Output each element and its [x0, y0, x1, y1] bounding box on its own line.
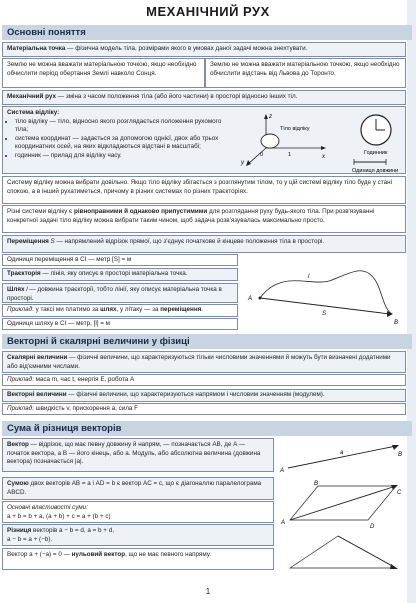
sum-def: двох векторів AB = a і AD = b є вектор AC = c, що є діагоналлю паралелограма ABCD.	[7, 480, 262, 496]
path-example-pre: : у таксі ми платимо за	[32, 306, 101, 313]
displacement-box	[2, 235, 406, 253]
traj-label-a: A	[248, 296, 253, 302]
displacement-def: — напрямлений відрізок прямої, що з'єднує початкове й кінцеве положення тіла в просторі.	[54, 238, 325, 245]
scalar-example-text: : маса m, час t, енергія E, робота A	[32, 376, 135, 383]
vector-def-box	[2, 438, 274, 472]
origin-label: 0	[260, 152, 264, 158]
zero-pre: Вектор a + (−a) = 0 —	[7, 551, 72, 558]
section-basic-header: Основні поняття	[2, 25, 412, 40]
sum-term: Сумою	[7, 480, 29, 487]
frame-item: • годинник — прилад для відліку часу.	[15, 152, 235, 161]
frame-item: • тіло відліку — тіло, відносно якого розглядається положення рухомого тіла;	[15, 118, 235, 135]
vector-ab-arrow	[392, 445, 399, 450]
equivalence-bold: рівноправними й однаково припустимими	[74, 208, 208, 215]
path-example-mid: , у літаку — за	[116, 306, 161, 313]
point-a	[259, 297, 262, 300]
difference-def: векторів a − b = d, a = b + d,	[31, 527, 114, 534]
path-example-bold2: переміщення	[160, 306, 202, 313]
traj-label-b: B	[394, 320, 399, 326]
displacement-arrow	[387, 311, 393, 317]
vector-quantity-term: Векторні величини	[7, 391, 67, 398]
path-term: Шлях	[7, 286, 25, 293]
difference-arrow	[390, 564, 398, 569]
trajectory-def: — лінія, яку описує в просторі матеріальна точка.	[40, 270, 188, 277]
axis-y-label: y	[241, 160, 244, 166]
difference-box	[2, 524, 274, 546]
label-unit-length: Одиниця довжини	[352, 168, 399, 174]
vector-def: — відрізок, що має певну довжину й напрям, — позначається AB, де A — початок вектора, а B — його кінець, або a. Модуль, або абсолютна величина (довжина вектора) позначається |a|.	[7, 441, 261, 466]
earth-example-2: Землю не можна вважати матеріальною точкою, якщо необхідно обчислити відстань від Львова до Торонто.	[205, 58, 406, 88]
axis-z-label: z	[269, 114, 272, 120]
path-example-label: Приклад	[7, 306, 33, 313]
z-arrow	[264, 114, 268, 119]
scalar-example	[2, 374, 406, 386]
path-example	[2, 304, 238, 317]
material-point-term: Матеріальна точка	[7, 45, 66, 52]
vector-term: Вектор	[7, 441, 29, 448]
trajectory-curve	[260, 271, 392, 314]
frame-list	[7, 118, 235, 161]
par-label-a: A	[281, 520, 286, 526]
label-clock: Годинник	[364, 150, 388, 156]
frame-term: Система відліку:	[7, 109, 60, 116]
sum-props-label: Основні властивості суми:	[7, 504, 88, 511]
path-example-bold1: шлях	[100, 306, 117, 313]
par-label-b: B	[314, 481, 319, 487]
scalar-term: Скалярні величини	[7, 354, 68, 361]
equivalence-pre: Різні системи відліку є	[7, 208, 75, 215]
par-label-d: D	[370, 524, 375, 530]
axis-x-label: x	[322, 154, 325, 160]
vector-example-text: : швидкість v, прискорення a, сила F	[32, 405, 139, 412]
path-def: — довжина траєкторії, тобто лінії, яку описує матеріальна точка в просторі.	[7, 286, 222, 302]
path-box	[2, 283, 238, 303]
diagonal-ac	[290, 486, 396, 520]
x-arrow	[321, 146, 326, 150]
page-title: МЕХАНІЧНИЙ РУХ	[146, 4, 270, 19]
path-symbol: l	[26, 286, 28, 293]
vector-example-label: Приклад	[7, 405, 33, 412]
motion-term: Механічний рух	[7, 93, 57, 100]
parallelogram-diagram	[278, 478, 406, 576]
section-vectors-header: Векторні й скалярні величини у фізиці	[2, 334, 412, 349]
unit-mark-label: 1	[288, 152, 292, 158]
vector-example	[2, 403, 406, 415]
y-arrow	[246, 160, 251, 166]
reference-body-shape	[261, 134, 279, 148]
par-label-c: C	[397, 490, 402, 496]
trajectory-box	[2, 268, 238, 281]
displacement-unit: Одиниця переміщення в СІ — метр [S] = м	[2, 254, 238, 266]
traj-label-s: S	[322, 311, 327, 317]
path-example-end: .	[201, 306, 204, 313]
frame-item: • система координат — задається за допомогою однієї, двох або трьох координатних осей, на яких відкладаються відстані в масштабі;	[15, 135, 235, 152]
trajectory-term: Траєкторія	[7, 270, 41, 277]
path-unit: Одиниця шляху в СІ — метр, [l] = м	[2, 318, 238, 330]
page-number: 1	[205, 587, 211, 596]
zero-term: нульовий вектор	[71, 551, 126, 558]
y-axis	[248, 148, 266, 164]
material-point-box	[2, 42, 406, 57]
relative-text: Систему відліку можна вибрати довільно. Якщо тіло відліку збігається з розглянутим тілом, то у цій системі відліку тіло буде у стані спокою, а в інший рухатиметься, причому в різних системах по різних траєкторіях.	[2, 176, 406, 204]
difference-triangle	[290, 536, 396, 568]
earth-example-1: Землю не можна вважати матеріальною точкою, якщо необхідно обчислити період обертання Землі навколо Сонця.	[2, 58, 205, 88]
scalar-box	[2, 351, 406, 373]
vec-label-vec: a	[340, 450, 344, 456]
difference-example: a − b = a + (−b).	[7, 535, 53, 543]
scalar-example-label: Приклад	[7, 376, 33, 383]
traj-label-l: l	[308, 274, 310, 280]
vec-label-b: B	[398, 452, 403, 458]
sum-properties	[2, 501, 274, 523]
vector-box	[2, 389, 406, 402]
difference-term: Різниця	[7, 527, 32, 534]
vector-diagram	[278, 440, 406, 474]
zero-post: , що не має певного напряму.	[125, 551, 211, 558]
difference-vector	[338, 536, 396, 568]
sum-box	[2, 477, 274, 500]
motion-def: — зміна з часом положення тіла (або його частини) в просторі відносно інших тіл.	[56, 93, 298, 100]
sum-props-text: a + b = b + a, (a + b) + c = a + (b + c)	[7, 512, 111, 520]
scalar-def: — фізичні величини, що характеризуються тільки числовими значеннями й можуть бути визначені додатними або від'ємними числами.	[7, 354, 391, 370]
displacement-symbol: S	[50, 238, 55, 245]
vec-label-a: A	[280, 468, 285, 474]
displacement-term: Переміщення	[7, 238, 49, 245]
equivalence-text	[2, 205, 406, 233]
section-sum-header: Сума й різниця векторів	[2, 421, 412, 436]
trajectory-diagram	[242, 258, 406, 330]
material-point-def: — фізична модель тіла, розмірами якого в умовах даної задачі можна знехтувати.	[65, 45, 308, 52]
frame-diagram	[236, 108, 406, 174]
side-strip	[407, 0, 416, 603]
label-reference-body: Тіло відліку	[280, 126, 310, 132]
motion-box	[2, 90, 406, 105]
zero-vector-box	[2, 548, 274, 570]
equivalence-post: для розглядання руху будь-якого тіла. При розв'язуванні конкретної задачі тіло відліку можна вибрати таким чином, щоб задача розв'язувалась максимально просто.	[7, 208, 375, 224]
vector-quantity-def: — фізичні величини, що характеризуються напрямом і числовим значенням (модулем).	[66, 391, 325, 398]
